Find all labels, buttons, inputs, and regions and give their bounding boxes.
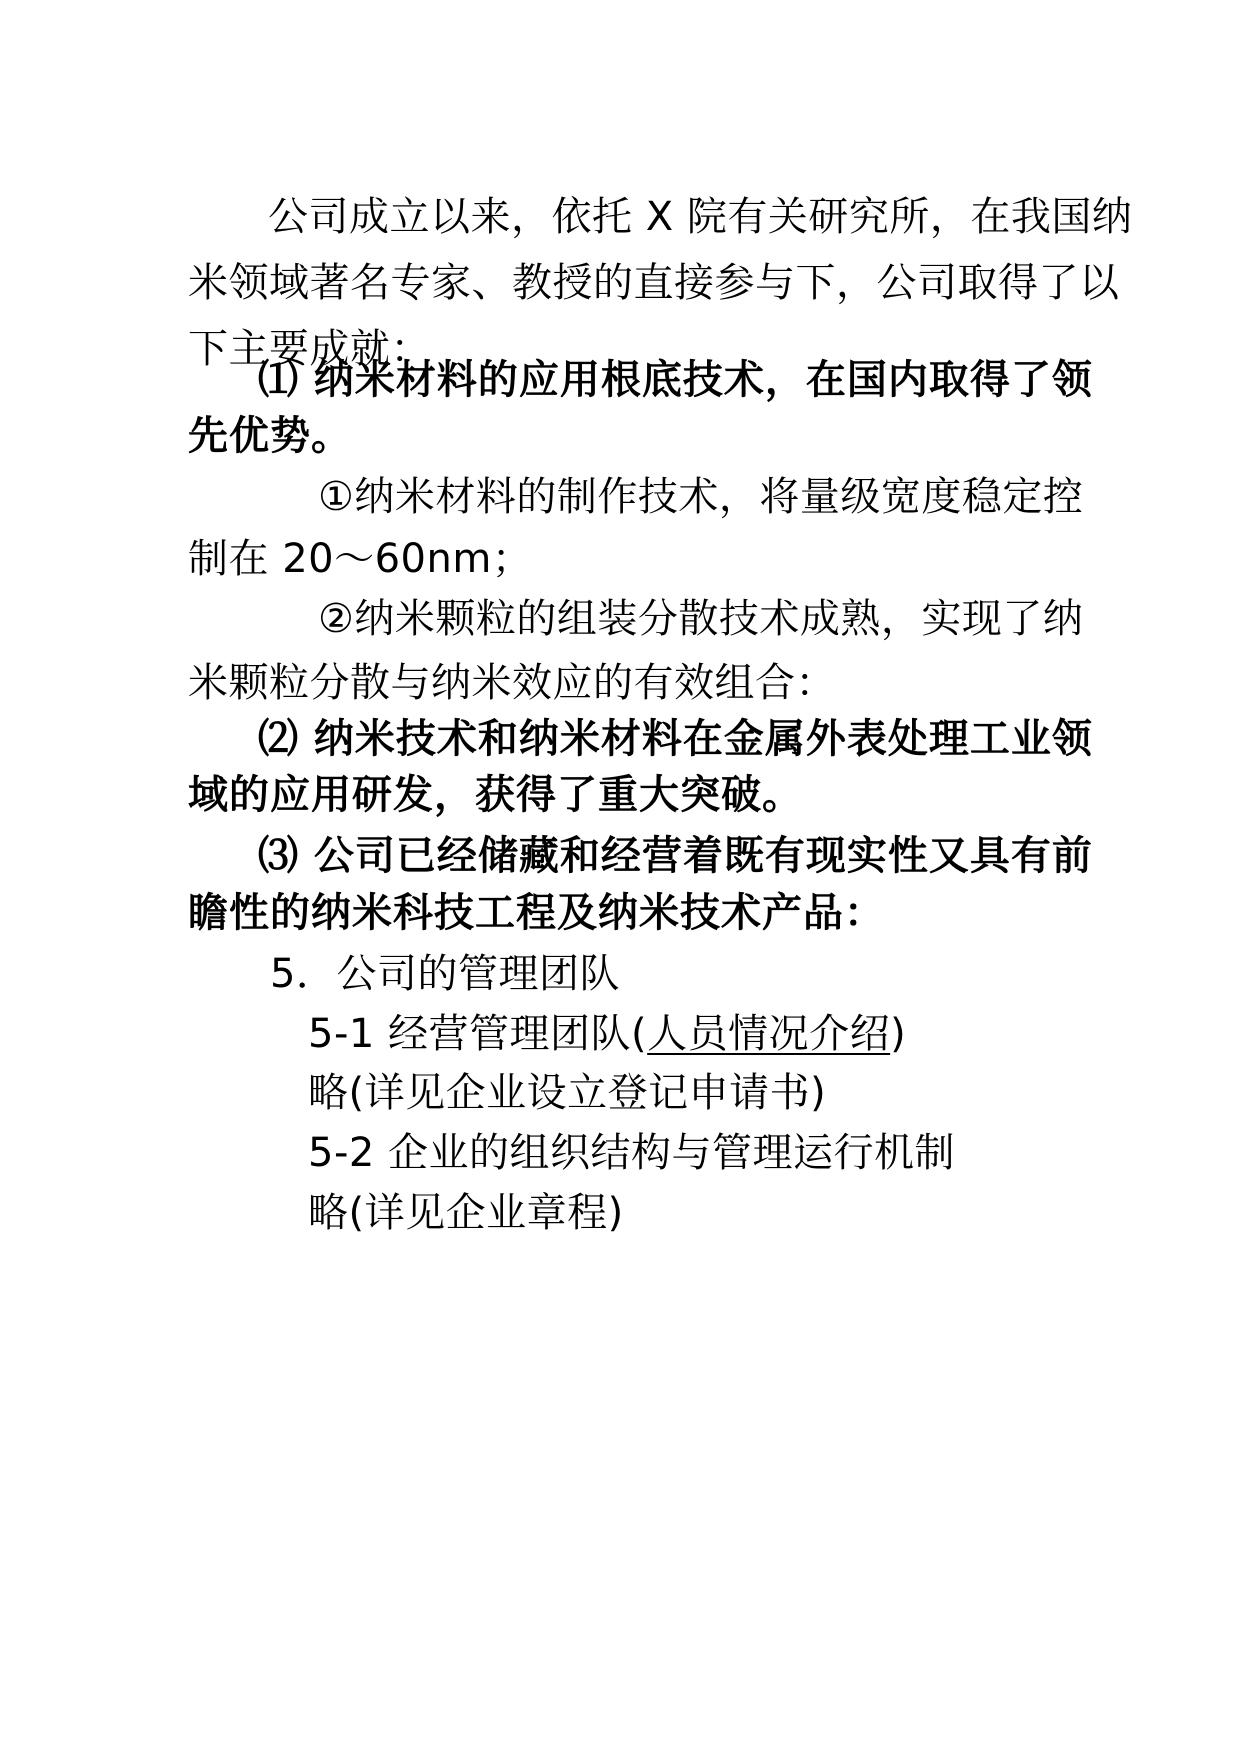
section5-2-note: 略(详见企业章程)	[308, 1190, 624, 1236]
section5-2-title: 5-2 企业的组织结构与管理运行机制	[308, 1130, 956, 1176]
sub1-line-1: ①纳米材料的制作技术，将量级宽度稳定控	[318, 474, 1084, 520]
section5-1-title	[308, 1001, 1241, 1067]
section5-1-suffix: )	[890, 1011, 907, 1057]
item3-line-2: 瞻性的纳米科技工程及纳米技术产品：	[188, 890, 885, 936]
item1-line-1: ⑴ 纳米材料的应用根底技术，在国内取得了领	[258, 357, 1093, 403]
sub2-line-1: ②纳米颗粒的组装分散技术成熟，实现了纳	[318, 596, 1084, 642]
section5-1-prefix: 5-1 经营管理团队(	[308, 1011, 648, 1057]
item2-line-1: ⑵ 纳米技术和纳米材料在金属外表处理工业领	[258, 716, 1093, 762]
section5-heading: 5．公司的管理团队	[270, 951, 620, 997]
sub1-line-2: 制在 20～60nm；	[188, 536, 533, 582]
intro-line-3: 下主要成就：	[188, 326, 431, 372]
item1-line-2: 先优势。	[188, 413, 352, 459]
section5-1-note: 略(详见企业设立登记申请书)	[308, 1070, 827, 1116]
section5-1-underlined: 人员情况介绍	[647, 1011, 891, 1057]
sub2-line-2: 米颗粒分散与纳米效应的有效组合：	[188, 660, 836, 706]
intro-line-2: 米领域著名专家、教授的直接参与下，公司取得了以	[188, 260, 1120, 306]
item2-line-2: 域的应用研发，获得了重大突破。	[188, 772, 803, 818]
intro-line-1: 公司成立以来，依托 X 院有关研究所，在我国纳	[268, 194, 1133, 240]
item3-line-1: ⑶ 公司已经储藏和经营着既有现实性又具有前	[258, 833, 1093, 879]
